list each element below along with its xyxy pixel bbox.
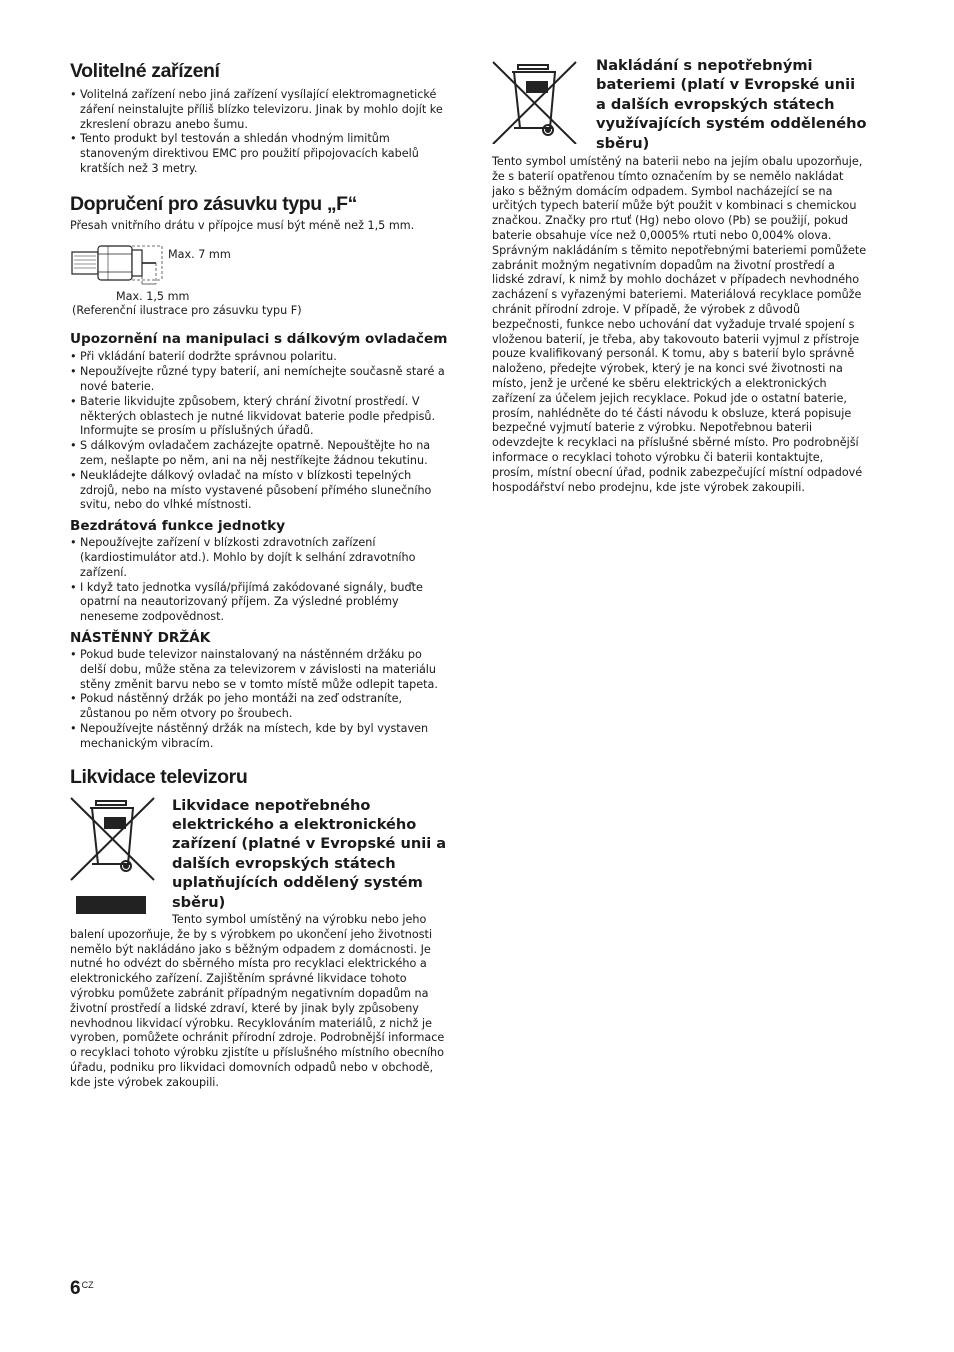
crossed-bin-icon xyxy=(70,796,158,918)
f-socket-text: Přesah vnitřního drátu v přípojce musí být méně než 1,5 mm. xyxy=(70,218,415,232)
list-item: • Tento produkt byl testován a shledán vhodným limitům stanoveným direktivou EMC pro použití připojovacích kabelů kratších než 3 metry. xyxy=(70,132,448,176)
weee-text: Tento symbol umístěný na výrobku nebo jeho balení upozorňuje, že by s výrobkem po ukončení jeho životnosti nemělo být nakládáno jako s běžným odpadem z domácnosti. Je nutné ho odvézt do sběrného místa pro recyklaci elektrického a elektronického zařízení. Zajištěním správné likvidace tohoto výrobku pomůžete zabránit případným negativním dopadům na životní prostředí a lidské zdraví, které by jinak byly způsobeny nevhodnou likvidací výrobku. Recyklováním materiálů, z nichž je vyroben, pomůžete ochránit přírodní zdroje. Podrobnější informace o recyklaci tohoto výrobku zjistíte u příslušného místního obecního úřadu, podniku pro likvidaci domovních odpadů nebo v obchodě, kde jste výrobek zakoupili. xyxy=(70,912,445,1089)
weee-block xyxy=(70,796,448,1091)
list-item: • Neukládejte dálkový ovladač na místo v blízkosti tepelných zdrojů, nebo na místo vystavené působení přímého slunečního svitu, nebo do vlhké místnosti. xyxy=(70,469,448,513)
list-item: • Pokud bude televizor nainstalovaný na nástěnném držáku po delší dobu, může stěna za televizorem v závislosti na materiálu stěny změnit barvu nebo se v tomto místě může odlepit tapeta. xyxy=(70,648,448,692)
section-title-remote-handling: Upozornění na manipulaci s dálkovým ovladačem xyxy=(70,331,448,348)
list-item: • Nepoužívejte nástěnný držák na místech, kde by byl vystaven mechanickým vibracím. xyxy=(70,722,448,752)
battery-block xyxy=(492,56,868,495)
list-item: • I když tato jednotka vysílá/přijímá zakódované signály, buďte opatrní na neautorizovaný příjem. Za výsledné problémy neneseme zodpovědnost. xyxy=(70,581,448,625)
list-item: • Při vkládání baterií dodržte správnou polaritu. xyxy=(70,350,448,365)
section-title-f-socket: Dopručení pro zásuvku typu „F“ xyxy=(70,192,358,215)
list-item: • Baterie likvidujte způsobem, který chrání životní prostředí. V některých oblastech je nutné likvidovat baterie podle předpisů. Informujte se prosím u příslušných úřadů. xyxy=(70,395,448,439)
weee-title: Likvidace nepotřebného elektrického a elektronického zařízení (platné v Evropské unii a dalších evropských státech uplatňujících oddělený systém sběru) xyxy=(172,796,447,911)
weee-symbol xyxy=(70,796,158,922)
wall-mount-list xyxy=(70,648,448,752)
dimension-label-7mm: Max. 7 mm xyxy=(168,247,231,261)
section-title-tv-disposal: Likvidace televizoru xyxy=(70,765,248,788)
crossed-bin-icon xyxy=(492,56,578,144)
remote-handling-list xyxy=(70,350,448,513)
dimension-label-1-5mm: Max. 1,5 mm xyxy=(116,289,190,303)
section-title-optional-equipment: Volitelné zařízení xyxy=(70,60,220,82)
left-column xyxy=(70,56,448,1091)
wireless-list xyxy=(70,536,448,625)
list-item: • Volitelná zařízení nebo jiná zařízení vysílající elektromagnetické záření neinstalujte příliš blízko televizoru. Jinak by mohlo dojít ke zkreslení obrazu anebo šumu. xyxy=(70,88,448,132)
page-number-value: 6 xyxy=(70,1278,81,1299)
f-socket-caption: (Referenční ilustrace pro zásuvku typu F) xyxy=(72,303,302,317)
optional-equipment-list xyxy=(70,88,448,177)
list-item: • Nepoužívejte zařízení v blízkosti zdravotních zařízení (kardiostimulátor atd.). Mohlo by dojít k selhání zdravotního zařízení. xyxy=(70,536,448,580)
language-code: CZ xyxy=(81,1280,94,1290)
battery-title: Nakládání s nepotřebnými bateriemi (platí v Evropské unii a dalších evropských státech využívajících systém odděleného sběru) xyxy=(596,57,867,152)
section-title-wall-mount: NÁSTĚNNÝ DRŽÁK xyxy=(70,629,211,646)
list-item: • Pokud nástěnný držák po jeho montáži na zeď odstraníte, zůstanou po něm otvory po šroubech. xyxy=(70,692,448,722)
page-number xyxy=(70,1278,94,1300)
battery-text: Tento symbol umístěný na baterii nebo na jejím obalu upozorňuje, že s baterií opatřenou tímto označením by se nemělo nakládat jako s běžným domácím odpadem. Symbol nacházející se na určitých typech baterií může být použit v kombinaci s chemickou značkou. Značky pro rtuť (Hg) nebo olovo (Pb) se použijí, pokud baterie obsahuje více než 0,0005% rtuti nebo 0,004% olova. Správným nakládáním s těmito nepotřebnými bateriemi pomůžete zabránit možným negativním dopadům na životní prostředí a lidské zdraví, k nimž by mohlo docházet v případech nevhodného zacházení s vyřazenými bateriemi. Materiálová recyklace pomůže chránit přírodní zdroje. V případě, že výrobek z důvodů bezpečnosti, funkce nebo uchování dat vyžaduje trvalé spojení s vloženou baterií, je třeba, aby takovouto baterii vyjmul z přístroje pouze kvalifikovaný personál. K tomu, aby s baterií bylo správně naloženo, předejte výrobek, který je na konci své životnosti na místo, jenž je určené ke sběru elektrických a elektronických zařízení za účelem jejich recyklace. Pokud jde o ostatní baterie, prosím, nahlédněte do té části návodu k obsluze, která popisuje bezpečné vyjmutí baterie z výrobku. Nepotřebnou baterii odevzdejte k recyklaci na příslušné sběrné místo. Pro podrobnější informace o recyklaci tohoto výrobku či baterii kontaktujte, prosím, místní obecní úřad, podnik zabezpečující místní odpadové hospodářství nebo prodejnu, kde jste výrobek zakoupili. xyxy=(492,155,867,494)
list-item: • Nepoužívejte různé typy baterií, ani nemíchejte současně staré a nové baterie. xyxy=(70,365,448,395)
f-connector-figure xyxy=(70,240,448,310)
section-title-wireless: Bezdrátová funkce jednotky xyxy=(70,518,286,535)
list-item: • S dálkovým ovladačem zacházejte opatrně. Nepouštějte ho na zem, nešlapte po něm, ani na něj nestříkejte žádnou tekutinu. xyxy=(70,439,448,469)
right-column xyxy=(492,56,868,495)
battery-symbol xyxy=(492,56,578,148)
